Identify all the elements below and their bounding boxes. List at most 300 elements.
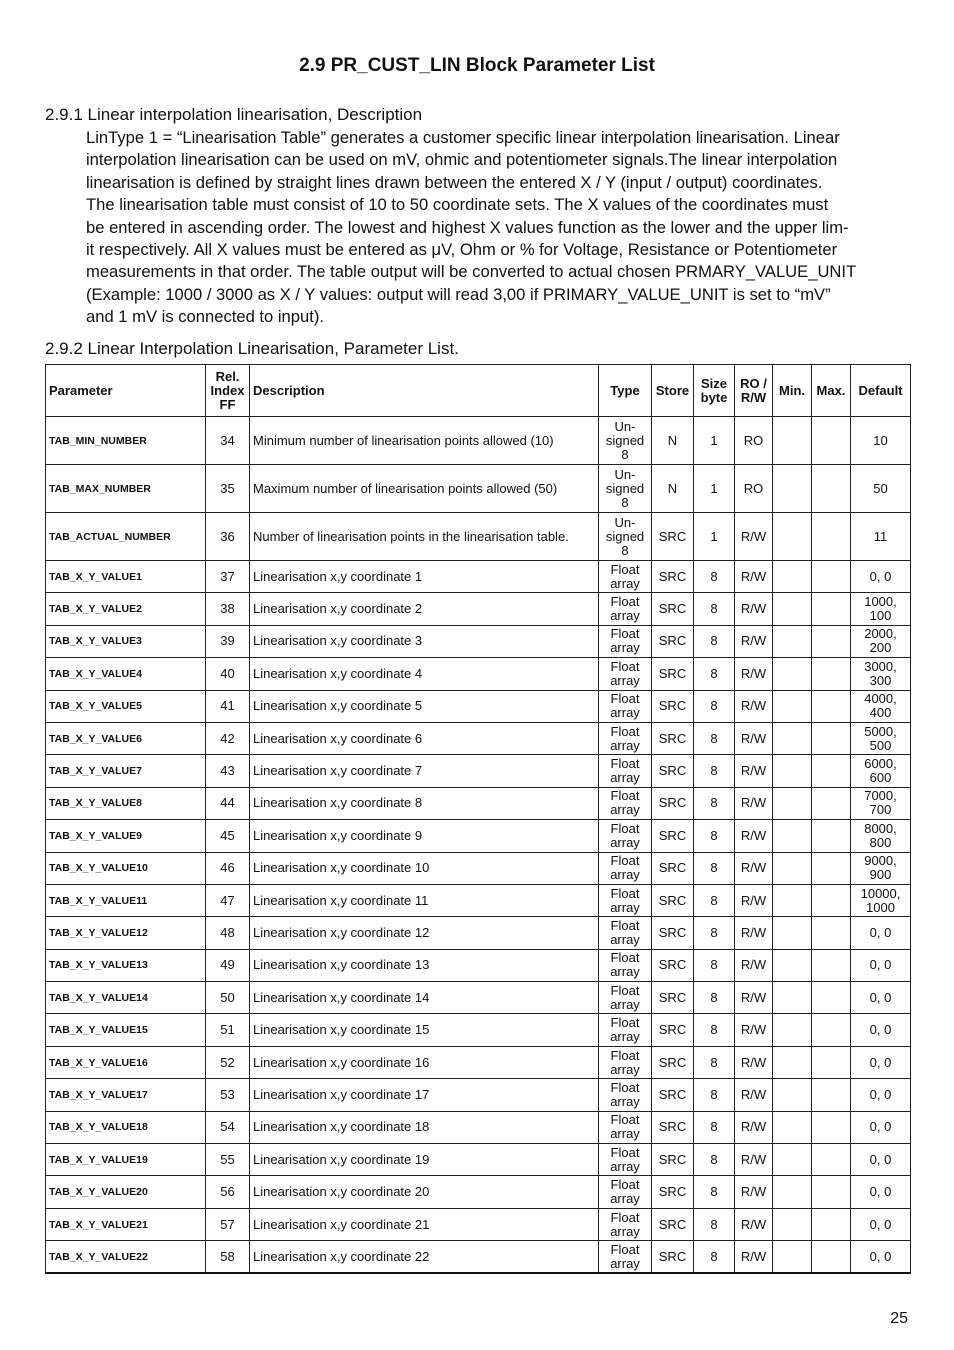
cell-default-line: 4000, [864,691,897,707]
cell-store: SRC [652,917,694,949]
cell-min [773,690,812,722]
cell-size: 8 [694,820,735,852]
cell-default [851,1046,911,1078]
description-line: interpolation linearisation can be used on mV, ohmic and potentiometer signals.The linear interpolation [86,150,838,170]
cell-ro-rw: R/W [735,593,773,625]
description-line: measurements in that order. The table output will be converted to actual chosen PRMARY_VALUE_UNIT [86,262,857,282]
cell-size: 8 [694,1176,735,1208]
cell-max [812,561,851,593]
cell-type-line: array [610,575,640,591]
cell-type-line: Un- [614,514,636,530]
cell-default-line: 800 [869,834,892,850]
cell-default [851,1079,911,1111]
table-row [46,722,911,754]
cell-default [851,820,911,852]
cell-min [773,884,812,916]
cell-default-line: 8000, [864,820,897,836]
cell-store: N [652,417,694,465]
cell-size: 8 [694,561,735,593]
cell-size: 8 [694,625,735,657]
cell-ro-rw: RO [735,465,773,513]
cell-type-line: Float [610,658,640,674]
cell-description: Linearisation x,y coordinate 17 [250,1079,599,1111]
description-line: The linearisation table must consist of 10 to 50 coordinate sets. The X values of the coordinates must [86,195,829,215]
cell-size: 8 [694,1144,735,1176]
cell-default-line: 0, 0 [869,924,892,940]
cell-description: Linearisation x,y coordinate 12 [250,917,599,949]
parameter-table [45,364,911,1274]
cell-default-line: 300 [869,672,892,688]
cell-default [851,982,911,1014]
cell-default-line: 1000 [866,899,895,915]
cell-max [812,852,851,884]
cell-rel-index: 47 [206,884,250,916]
cell-rel-index: 51 [206,1014,250,1046]
cell-store: SRC [652,982,694,1014]
cell-max [812,513,851,561]
cell-type-line: array [610,1061,640,1077]
cell-max [812,658,851,690]
cell-store: SRC [652,1208,694,1240]
cell-ro-rw: RO [735,417,773,465]
cell-description: Linearisation x,y coordinate 8 [250,787,599,819]
cell-default-line: 600 [869,770,892,786]
cell-rel-index: 43 [206,755,250,787]
cell-min [773,755,812,787]
cell-default-line: 0, 0 [869,1086,892,1102]
cell-description: Linearisation x,y coordinate 2 [250,593,599,625]
cell-min [773,820,812,852]
cell-type-line: array [610,1255,640,1271]
cell-min [773,625,812,657]
cell-type-line: Float [610,1015,640,1031]
table-row [46,417,911,465]
cell-type-line: signed [605,432,645,448]
cell-size: 1 [694,417,735,465]
header-ro-rw [735,365,773,417]
header-size-line: Size [700,375,727,391]
cell-description: Linearisation x,y coordinate 7 [250,755,599,787]
cell-min [773,722,812,754]
cell-rel-index: 38 [206,593,250,625]
cell-rel-index: 41 [206,690,250,722]
cell-parameter: TAB_X_Y_VALUE10 [46,852,206,884]
table-row [46,658,911,690]
cell-type [599,513,652,561]
cell-rel-index: 48 [206,917,250,949]
cell-parameter: TAB_X_Y_VALUE8 [46,787,206,819]
cell-default-line: 0, 0 [869,1248,892,1264]
description-line: linearisation is defined by straight lines drawn between the entered X / Y (input / output) coordinates. [86,172,823,192]
cell-type [599,1241,652,1273]
cell-min [773,513,812,561]
header-ro-rw-line: RO / [740,375,767,391]
cell-size: 8 [694,755,735,787]
cell-ro-rw: R/W [735,1241,773,1273]
header-rel-index-line: FF [219,396,236,412]
table-row [46,1111,911,1143]
table-row [46,852,911,884]
cell-ro-rw: R/W [735,852,773,884]
cell-max [812,1014,851,1046]
table-row [46,593,911,625]
cell-default [851,625,911,657]
cell-type-line: Float [610,1209,640,1225]
cell-store: SRC [652,593,694,625]
cell-size: 8 [694,658,735,690]
header-store: Store [652,365,694,417]
cell-default [851,787,911,819]
table-row [46,561,911,593]
cell-rel-index: 34 [206,417,250,465]
cell-store: SRC [652,755,694,787]
cell-type-line: Float [610,594,640,610]
cell-max [812,949,851,981]
cell-default-line: 11 [873,528,888,544]
cell-ro-rw: R/W [735,884,773,916]
description-line: LinType 1 = “Linearisation Table” generates a customer specific linear interpolation linearisation. Linear [86,128,840,147]
cell-type-line: array [610,770,640,786]
cell-default-line: 900 [869,867,892,883]
header-type: Type [599,365,652,417]
cell-max [812,690,851,722]
cell-parameter: TAB_X_Y_VALUE9 [46,820,206,852]
cell-store: SRC [652,1014,694,1046]
cell-type-line: array [610,705,640,721]
cell-type-line: 8 [621,446,629,462]
cell-ro-rw: R/W [735,755,773,787]
cell-description: Maximum number of linearisation points allowed (50) [250,465,599,513]
cell-type [599,561,652,593]
cell-min [773,1046,812,1078]
cell-parameter: TAB_X_Y_VALUE2 [46,593,206,625]
cell-default-line: 500 [869,737,892,753]
cell-rel-index: 52 [206,1046,250,1078]
cell-min [773,1241,812,1273]
cell-min [773,465,812,513]
cell-default [851,1208,911,1240]
cell-ro-rw: R/W [735,982,773,1014]
cell-max [812,1241,851,1273]
cell-parameter: TAB_X_Y_VALUE20 [46,1176,206,1208]
header-rel-index [206,365,250,417]
table-row [46,787,911,819]
cell-default-line: 7000, [864,788,897,804]
cell-default-line: 0, 0 [869,1184,892,1200]
cell-default-line: 10 [873,432,888,448]
table-row [46,1014,911,1046]
cell-type [599,465,652,513]
cell-type [599,593,652,625]
cell-type-line: array [610,1191,640,1207]
cell-store: SRC [652,787,694,819]
cell-parameter: TAB_ACTUAL_NUMBER [46,513,206,561]
table-row [46,982,911,1014]
cell-store: N [652,465,694,513]
cell-size: 8 [694,1241,735,1273]
cell-min [773,1144,812,1176]
cell-max [812,465,851,513]
table-row [46,625,911,657]
cell-size: 8 [694,787,735,819]
cell-type-line: array [610,931,640,947]
cell-ro-rw: R/W [735,787,773,819]
cell-store: SRC [652,690,694,722]
description-line: be entered in ascending order. The lowest and highest X values function as the lower and the upper lim- [86,217,849,237]
cell-default-line: 0, 0 [869,1151,892,1167]
cell-type [599,1014,652,1046]
cell-type [599,690,652,722]
cell-size: 8 [694,1111,735,1143]
cell-default [851,593,911,625]
cell-max [812,884,851,916]
cell-parameter: TAB_X_Y_VALUE17 [46,1079,206,1111]
cell-type-line: Float [610,756,640,772]
cell-default [851,852,911,884]
cell-default-line: 0, 0 [869,989,892,1005]
cell-description: Linearisation x,y coordinate 11 [250,884,599,916]
cell-type [599,787,652,819]
header-min: Min. [773,365,812,417]
cell-max [812,1111,851,1143]
cell-store: SRC [652,722,694,754]
cell-default [851,884,911,916]
cell-type-line: array [610,802,640,818]
cell-ro-rw: R/W [735,658,773,690]
cell-size: 8 [694,1014,735,1046]
cell-default [851,690,911,722]
cell-default [851,417,911,465]
cell-rel-index: 45 [206,820,250,852]
cell-default-line: 700 [869,802,892,818]
cell-rel-index: 57 [206,1208,250,1240]
cell-type-line: array [610,834,640,850]
cell-rel-index: 49 [206,949,250,981]
cell-ro-rw: R/W [735,561,773,593]
cell-type-line: array [610,867,640,883]
cell-description: Linearisation x,y coordinate 15 [250,1014,599,1046]
cell-type [599,417,652,465]
cell-default-line: 0, 0 [869,1216,892,1232]
table-row [46,1176,911,1208]
cell-type [599,1208,652,1240]
cell-rel-index: 36 [206,513,250,561]
cell-type-line: array [610,608,640,624]
cell-ro-rw: R/W [735,1176,773,1208]
cell-default-line: 3000, [864,658,897,674]
header-description: Description [250,365,599,417]
cell-store: SRC [652,1241,694,1273]
cell-default [851,1176,911,1208]
cell-description: Linearisation x,y coordinate 19 [250,1144,599,1176]
cell-min [773,593,812,625]
cell-type [599,755,652,787]
cell-type [599,982,652,1014]
cell-default-line: 0, 0 [869,1119,892,1135]
cell-ro-rw: R/W [735,1046,773,1078]
description-line: it respectively. All X values must be entered as μV, Ohm or % for Voltage, Resistance or Potentiometer [86,240,838,260]
cell-type-line: array [610,899,640,915]
table-row [46,690,911,722]
cell-type [599,1111,652,1143]
cell-description: Linearisation x,y coordinate 10 [250,852,599,884]
cell-rel-index: 42 [206,722,250,754]
cell-parameter: TAB_X_Y_VALUE6 [46,722,206,754]
cell-ro-rw: R/W [735,625,773,657]
cell-default [851,1144,911,1176]
cell-type [599,658,652,690]
cell-default [851,465,911,513]
cell-max [812,722,851,754]
cell-default-line: 0, 0 [869,957,892,973]
cell-min [773,417,812,465]
cell-description: Linearisation x,y coordinate 1 [250,561,599,593]
cell-parameter: TAB_X_Y_VALUE21 [46,1208,206,1240]
cell-type-line: array [610,1029,640,1045]
header-rel-index-line: Index [210,382,245,398]
cell-default-line: 6000, [864,756,897,772]
description-line: (Example: 1000 / 3000 as X / Y values: output will read 3,00 if PRIMARY_VALUE_UNIT is set to “mV” [86,284,831,304]
cell-default-line: 50 [873,480,888,496]
cell-parameter: TAB_X_Y_VALUE16 [46,1046,206,1078]
cell-rel-index: 54 [206,1111,250,1143]
cell-ro-rw: R/W [735,690,773,722]
cell-type [599,722,652,754]
cell-type-line: 8 [621,494,629,510]
cell-type-line: Float [610,885,640,901]
cell-default [851,1111,911,1143]
cell-ro-rw: R/W [735,722,773,754]
cell-min [773,1111,812,1143]
cell-min [773,917,812,949]
table-row [46,949,911,981]
description-line: and 1 mV is connected to input). [86,307,324,327]
cell-max [812,593,851,625]
cell-size: 8 [694,884,735,916]
cell-max [812,1046,851,1078]
cell-parameter: TAB_X_Y_VALUE18 [46,1111,206,1143]
description-paragraph [86,127,916,329]
cell-default [851,949,911,981]
cell-type-line: array [610,996,640,1012]
cell-parameter: TAB_X_Y_VALUE7 [46,755,206,787]
cell-type-line: Float [610,788,640,804]
cell-type-line: array [610,640,640,656]
cell-rel-index: 58 [206,1241,250,1273]
cell-default [851,658,911,690]
cell-description: Linearisation x,y coordinate 9 [250,820,599,852]
cell-parameter: TAB_X_Y_VALUE11 [46,884,206,916]
cell-ro-rw: R/W [735,949,773,981]
table-row [46,755,911,787]
cell-max [812,1079,851,1111]
cell-type-line: array [610,964,640,980]
cell-rel-index: 50 [206,982,250,1014]
cell-type-line: array [610,1093,640,1109]
cell-store: SRC [652,1144,694,1176]
cell-default-line: 2000, [864,626,897,642]
cell-max [812,417,851,465]
cell-description: Linearisation x,y coordinate 22 [250,1241,599,1273]
cell-type-line: Un- [614,466,636,482]
cell-parameter: TAB_X_Y_VALUE14 [46,982,206,1014]
cell-rel-index: 39 [206,625,250,657]
section-heading-description: 2.9.1 Linear interpolation linearisation, Description [45,105,423,124]
cell-ro-rw: R/W [735,1208,773,1240]
cell-ro-rw: R/W [735,513,773,561]
cell-min [773,1208,812,1240]
cell-parameter: TAB_X_Y_VALUE12 [46,917,206,949]
cell-type-line: Float [610,723,640,739]
cell-type [599,1079,652,1111]
cell-type-line: Float [610,1144,640,1160]
cell-type [599,1046,652,1078]
cell-default-line: 0, 0 [869,568,892,584]
cell-default [851,1241,911,1273]
cell-size: 8 [694,1046,735,1078]
cell-max [812,820,851,852]
section-heading-parameter-list: 2.9.2 Linear Interpolation Linearisation, Parameter List. [45,339,459,358]
cell-ro-rw: R/W [735,1014,773,1046]
cell-type-line: Float [610,626,640,642]
cell-max [812,755,851,787]
cell-description: Linearisation x,y coordinate 13 [250,949,599,981]
cell-size: 1 [694,465,735,513]
cell-type [599,1176,652,1208]
cell-min [773,787,812,819]
cell-max [812,1144,851,1176]
cell-default [851,1014,911,1046]
cell-type-line: array [610,737,640,753]
cell-type-line: Un- [614,418,636,434]
cell-type-line: Float [610,1177,640,1193]
cell-max [812,1176,851,1208]
cell-parameter: TAB_X_Y_VALUE13 [46,949,206,981]
cell-type [599,884,652,916]
cell-size: 1 [694,513,735,561]
page-number: 25 [890,1310,908,1327]
cell-min [773,982,812,1014]
cell-ro-rw: R/W [735,1111,773,1143]
cell-type-line: signed [605,528,645,544]
cell-default [851,917,911,949]
cell-description: Linearisation x,y coordinate 20 [250,1176,599,1208]
cell-ro-rw: R/W [735,820,773,852]
cell-parameter: TAB_MAX_NUMBER [46,465,206,513]
cell-parameter: TAB_X_Y_VALUE3 [46,625,206,657]
cell-max [812,625,851,657]
cell-type [599,820,652,852]
cell-size: 8 [694,949,735,981]
cell-ro-rw: R/W [735,1144,773,1176]
cell-min [773,949,812,981]
cell-description: Linearisation x,y coordinate 3 [250,625,599,657]
cell-size: 8 [694,1079,735,1111]
cell-default [851,722,911,754]
cell-max [812,787,851,819]
cell-parameter: TAB_X_Y_VALUE22 [46,1241,206,1273]
cell-default-line: 200 [869,640,892,656]
cell-type [599,625,652,657]
cell-min [773,1176,812,1208]
cell-rel-index: 55 [206,1144,250,1176]
cell-default-line: 0, 0 [869,1022,892,1038]
cell-type-line: Float [610,917,640,933]
cell-description: Linearisation x,y coordinate 14 [250,982,599,1014]
table-row [46,884,911,916]
cell-store: SRC [652,561,694,593]
cell-ro-rw: R/W [735,1079,773,1111]
